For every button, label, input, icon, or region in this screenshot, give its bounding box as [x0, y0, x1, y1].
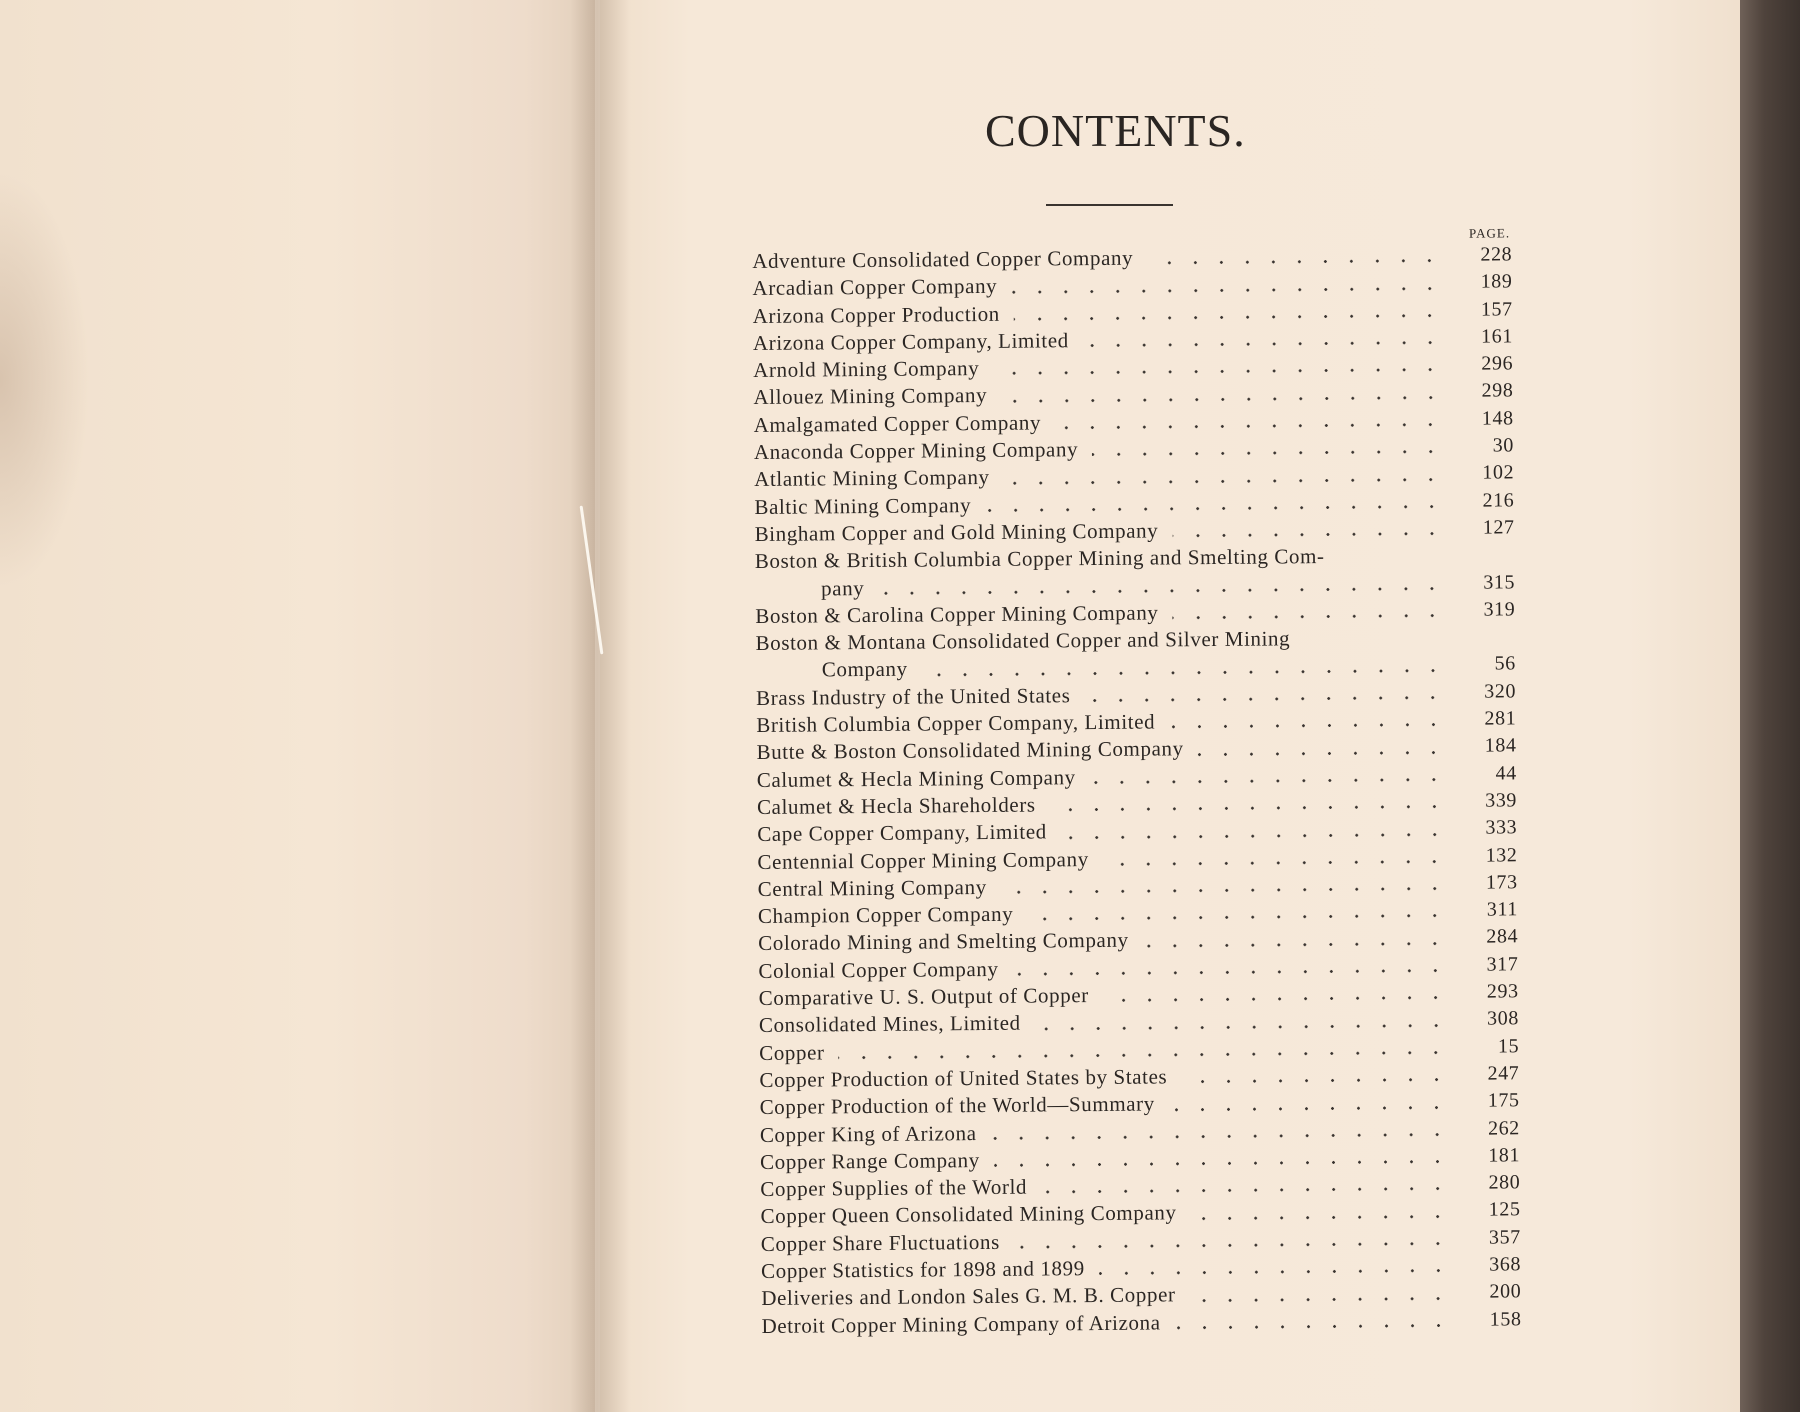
- toc-entry-page-number: 189: [1480, 270, 1513, 293]
- dot-leader: [1014, 314, 1443, 321]
- toc-entry-title: Central Mining Company: [757, 874, 987, 901]
- toc-entry-title: Copper Statistics for 1898 and 1899: [760, 1256, 1085, 1283]
- toc-entry-page-number: 200: [1489, 1280, 1522, 1303]
- toc-entry-title: Arizona Copper Production: [752, 301, 1000, 328]
- toc-entry-title: Copper Production of United States by States: [759, 1064, 1168, 1092]
- dot-leader: [1001, 396, 1443, 403]
- toc-entry-title: Arizona Copper Company, Limited: [752, 328, 1069, 355]
- toc-entry-title: Atlantic Mining Company: [754, 465, 990, 492]
- dot-leader: [1175, 1324, 1452, 1329]
- page-column-header: PAGE.: [1468, 225, 1511, 241]
- toc-entry-page-number: 132: [1485, 843, 1518, 867]
- toc-entry-title: Butte & Boston Consolidated Mining Company: [756, 736, 1184, 765]
- table-of-contents: [752, 225, 1522, 1339]
- toc-entry-title: Brass Industry of the United States: [755, 682, 1071, 710]
- toc-entry-page-number: 15: [1497, 1034, 1520, 1058]
- dot-leader: [1090, 778, 1447, 784]
- dot-leader: [1050, 805, 1447, 811]
- toc-entry-page-number: 157: [1480, 297, 1513, 321]
- toc-entry-title: Copper Share Fluctuations: [760, 1229, 1000, 1256]
- dot-leader: [1103, 996, 1449, 1002]
- toc-entry-page-number: 320: [1484, 680, 1517, 703]
- toc-entry-title: Copper King of Arizona: [759, 1120, 977, 1147]
- dot-leader: [1092, 450, 1444, 456]
- toc-entry-title: Consolidated Mines, Limited: [758, 1010, 1021, 1038]
- toc-entry-page-number: 148: [1481, 407, 1514, 430]
- toc-entry-page-number: 311: [1486, 898, 1519, 921]
- toc-entry-title: Colorado Mining and Smelting Company: [758, 928, 1129, 956]
- dot-leader: [1061, 832, 1447, 838]
- toc-entry-page-number: 293: [1486, 980, 1519, 1003]
- toc-entry-title: Amalgamated Copper Company: [753, 410, 1042, 437]
- toc-entry-title: Deliveries and London Sales G. M. B. Copper: [761, 1282, 1176, 1311]
- toc-entry-page-number: 56: [1494, 652, 1516, 675]
- toc-entry-title: Anaconda Copper Mining Company: [753, 437, 1079, 465]
- book-gutter: [570, 0, 630, 1412]
- dot-leader: [1035, 1024, 1449, 1031]
- toc-entry-title: Arnold Mining Company: [753, 356, 980, 383]
- toc-entry-title: Arcadian Copper Company: [752, 274, 998, 301]
- dot-leader: [994, 1160, 1450, 1167]
- toc-entry-page-number: 181: [1488, 1144, 1521, 1167]
- toc-entry-page-number: 158: [1489, 1307, 1522, 1331]
- toc-entry-title: Cape Copper Company, Limited: [757, 819, 1047, 847]
- toc-entry-title: Bingham Copper and Gold Mining Company: [754, 518, 1159, 546]
- toc-entry-title: Comparative U. S. Output of Copper: [758, 983, 1089, 1010]
- toc-entry: [755, 542, 1515, 603]
- toc-entry-title: Copper Queen Consolidated Mining Company: [760, 1200, 1177, 1229]
- dot-leader: [1083, 341, 1443, 347]
- toc-entry-title: Copper: [759, 1040, 825, 1065]
- dot-leader: [878, 587, 1445, 595]
- toc-entry-page-number: 280: [1488, 1171, 1521, 1194]
- toc-entry-page-number: 262: [1487, 1116, 1520, 1140]
- dot-leader: [1103, 860, 1448, 866]
- toc-entry-title-continuation: Company: [821, 657, 908, 682]
- dot-leader: [1169, 723, 1446, 728]
- dot-leader: [1190, 1297, 1452, 1302]
- toc-entry-page-number: 228: [1480, 243, 1513, 266]
- dot-leader: [839, 1051, 1450, 1059]
- toc-entry-title: Adventure Consolidated Copper Company: [752, 245, 1134, 273]
- toc-entry-title: Copper Range Company: [760, 1147, 980, 1174]
- dot-leader: [1001, 887, 1448, 894]
- toc-entry-title: Centennial Copper Mining Company: [757, 846, 1089, 874]
- toc-entry-page-number: 333: [1485, 816, 1518, 839]
- toc-entry-page-number: 308: [1486, 1007, 1519, 1030]
- toc-entry-page-number: 247: [1487, 1062, 1520, 1085]
- toc-entry-page-number: 175: [1487, 1089, 1520, 1112]
- dot-leader: [1191, 1215, 1451, 1220]
- dot-leader: [1004, 478, 1445, 485]
- dot-leader: [993, 368, 1443, 375]
- dot-leader: [1014, 1242, 1451, 1249]
- toc-entry-page-number: 30: [1492, 434, 1514, 457]
- toc-entry-title: Boston & Carolina Copper Mining Company: [755, 600, 1159, 628]
- dot-leader: [1198, 751, 1447, 756]
- dot-leader: [1181, 1078, 1449, 1083]
- toc-entry-page-number: 125: [1488, 1198, 1521, 1221]
- dot-leader: [922, 669, 1446, 677]
- dot-leader: [1041, 1187, 1450, 1194]
- dot-leader: [1013, 969, 1449, 976]
- dot-leader: [1147, 259, 1442, 265]
- dot-leader: [991, 1133, 1450, 1140]
- toc-entry-title: Boston & British Columbia Copper Mining and Smelting Com-: [754, 544, 1325, 574]
- dot-leader: [1027, 914, 1448, 921]
- toc-entry-title: Calumet & Hecla Shareholders: [756, 792, 1036, 819]
- toc-entry-page-number: 127: [1482, 516, 1515, 539]
- toc-entry-page-number: 315: [1483, 570, 1516, 594]
- dot-leader: [1172, 532, 1444, 537]
- page-title: CONTENTS.: [985, 105, 1246, 156]
- dot-leader: [985, 505, 1444, 512]
- title-rule: [1046, 204, 1173, 206]
- toc-entry-page-number: 339: [1485, 789, 1518, 812]
- toc-entry-title: Allouez Mining Company: [753, 383, 988, 410]
- toc-entry-page-number: 44: [1495, 761, 1517, 785]
- toc-entry-title: Champion Copper Company: [757, 901, 1014, 929]
- toc-entry-page-number: 298: [1481, 379, 1514, 403]
- dot-leader: [1169, 1105, 1450, 1110]
- toc-entry-page-number: 368: [1489, 1253, 1522, 1276]
- toc-entry-page-number: 296: [1481, 352, 1514, 375]
- dot-leader: [1084, 696, 1446, 702]
- toc-entry-page-number: 173: [1485, 871, 1518, 894]
- toc-entry-page-number: 216: [1482, 489, 1515, 512]
- dot-leader: [1099, 1269, 1451, 1275]
- toc-entry-title: Colonial Copper Company: [758, 956, 999, 983]
- toc-entry: [755, 624, 1515, 685]
- toc-entry-page-number: 317: [1486, 953, 1519, 976]
- page-fold-shadow: [0, 170, 90, 590]
- toc-entry-title: British Columbia Copper Company, Limited: [756, 709, 1156, 738]
- toc-entry-page-number: 102: [1482, 461, 1515, 485]
- toc-entry-title: Copper Production of the World—Summary: [759, 1091, 1155, 1120]
- toc-entry-page-number: 284: [1486, 925, 1519, 949]
- toc-entry-title: Calumet & Hecla Mining Company: [756, 764, 1076, 792]
- toc-entry-title-continuation: pany: [821, 575, 865, 600]
- dot-leader: [1055, 423, 1444, 429]
- toc-entry-page-number: 319: [1483, 598, 1516, 621]
- toc-entry-title: Copper Supplies of the World: [760, 1174, 1028, 1202]
- left-page: [0, 0, 595, 1412]
- dot-leader: [1011, 287, 1442, 294]
- toc-entry-page-number: 357: [1488, 1226, 1521, 1249]
- background-edge: [1740, 0, 1800, 1412]
- toc-entries: [752, 241, 1521, 1339]
- toc-entry-page-number: 281: [1484, 707, 1517, 730]
- dot-leader: [1143, 942, 1449, 948]
- toc-entry-title: Baltic Mining Company: [754, 492, 972, 519]
- dot-leader: [1173, 614, 1446, 619]
- toc-entry-page-number: 161: [1481, 325, 1514, 348]
- toc-entry-title: Boston & Montana Consolidated Copper and Silver Mining: [755, 626, 1291, 656]
- toc-entry-page-number: 184: [1484, 734, 1517, 757]
- toc-entry-title: Detroit Copper Mining Company of Arizona: [761, 1310, 1161, 1338]
